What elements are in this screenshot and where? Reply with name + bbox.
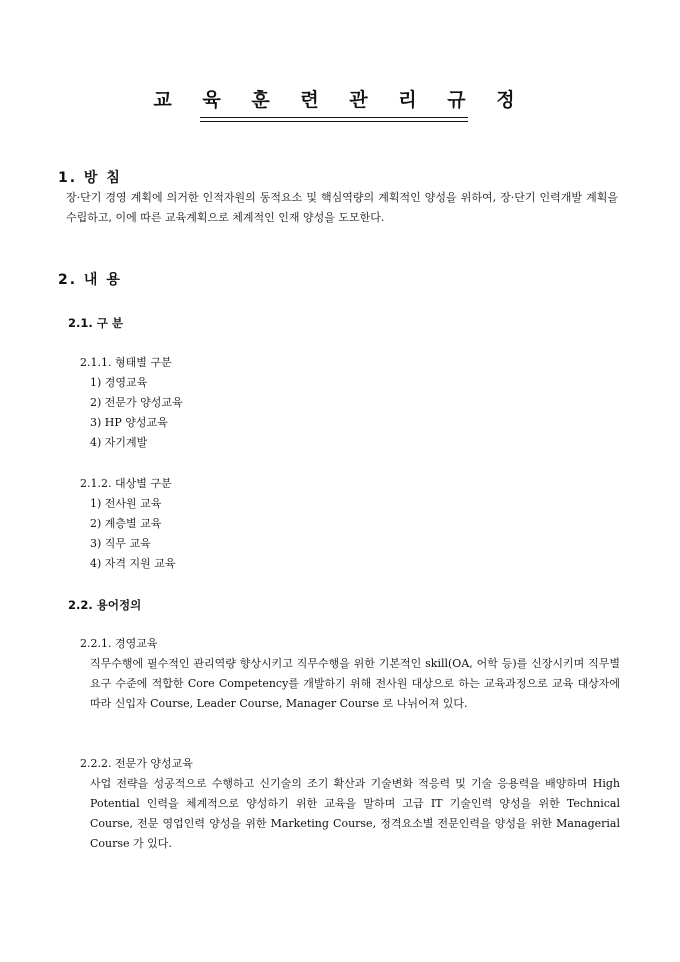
document-title: 교 육 훈 련 관 리 규 정	[153, 89, 527, 111]
definition-2-2-2-body: 사업 전략을 성공적으로 수행하고 신기술의 조기 확산과 기술변화 적응력 및 기술 응용력을 배양하며 High Potential 인력을 체계적으로 양성하기 위한 교육을 말하며 고급 IT 기술인력 양성을 위한 Technical Course, 전문 영업인력 양성을 위한 Marketing Course, 정격요소별 전문인력을 양성을 위한 Managerial Course 가 있다.	[90, 777, 620, 850]
subsection-2-1-1-heading: 2.1.1. 형태별 구분	[80, 356, 172, 369]
title-underline-top	[200, 117, 468, 118]
subsection-2-1-heading: 2.1. 구 분	[68, 316, 123, 330]
definition-2-2-1-body: 직무수행에 필수적인 관리역량 향상시키고 직무수행을 위한 기본적인 skill(OA, 어학 등)를 신장시키며 직무별 요구 수준에 적합한 Core Competency를 개발하기 위해 전사원 대상으로 하는 교육과정으로 교육 대상자에 따라 신입자 Course, Leader Course, Manager Course 로 나뉘어져 있다.	[90, 657, 620, 710]
subsection-2-2-heading: 2.2. 용어정의	[68, 598, 142, 612]
list-item: 3) 직무 교육	[90, 537, 151, 550]
subsection-2-2-1-heading: 2.2.1. 경영교육	[80, 637, 158, 650]
list-item: 1) 전사원 교육	[90, 497, 162, 510]
list-item: 4) 자기계발	[90, 436, 148, 449]
title-underline-bottom	[200, 121, 468, 122]
section-1-heading: 1. 방 침	[58, 170, 122, 186]
list-item: 3) HP 양성교육	[90, 416, 168, 429]
section-1-body: 장·단기 경영 계획에 의거한 인적자원의 동적요소 및 핵심역량의 계획적인 양성을 위하여, 장·단기 인력개발 계획을 수립하고, 이에 따른 교육계획으로 체계적인 인재 양성을 도모한다.	[66, 191, 618, 224]
section-2-heading: 2. 내 용	[58, 272, 122, 288]
list-item: 2) 전문가 양성교육	[90, 396, 183, 409]
list-item: 1) 경영교육	[90, 376, 148, 389]
subsection-2-2-2-heading: 2.2.2. 전문가 양성교육	[80, 757, 193, 770]
subsection-2-1-2-heading: 2.1.2. 대상별 구분	[80, 477, 172, 490]
list-item: 2) 계층별 교육	[90, 517, 162, 530]
list-item: 4) 자격 지원 교육	[90, 557, 176, 570]
